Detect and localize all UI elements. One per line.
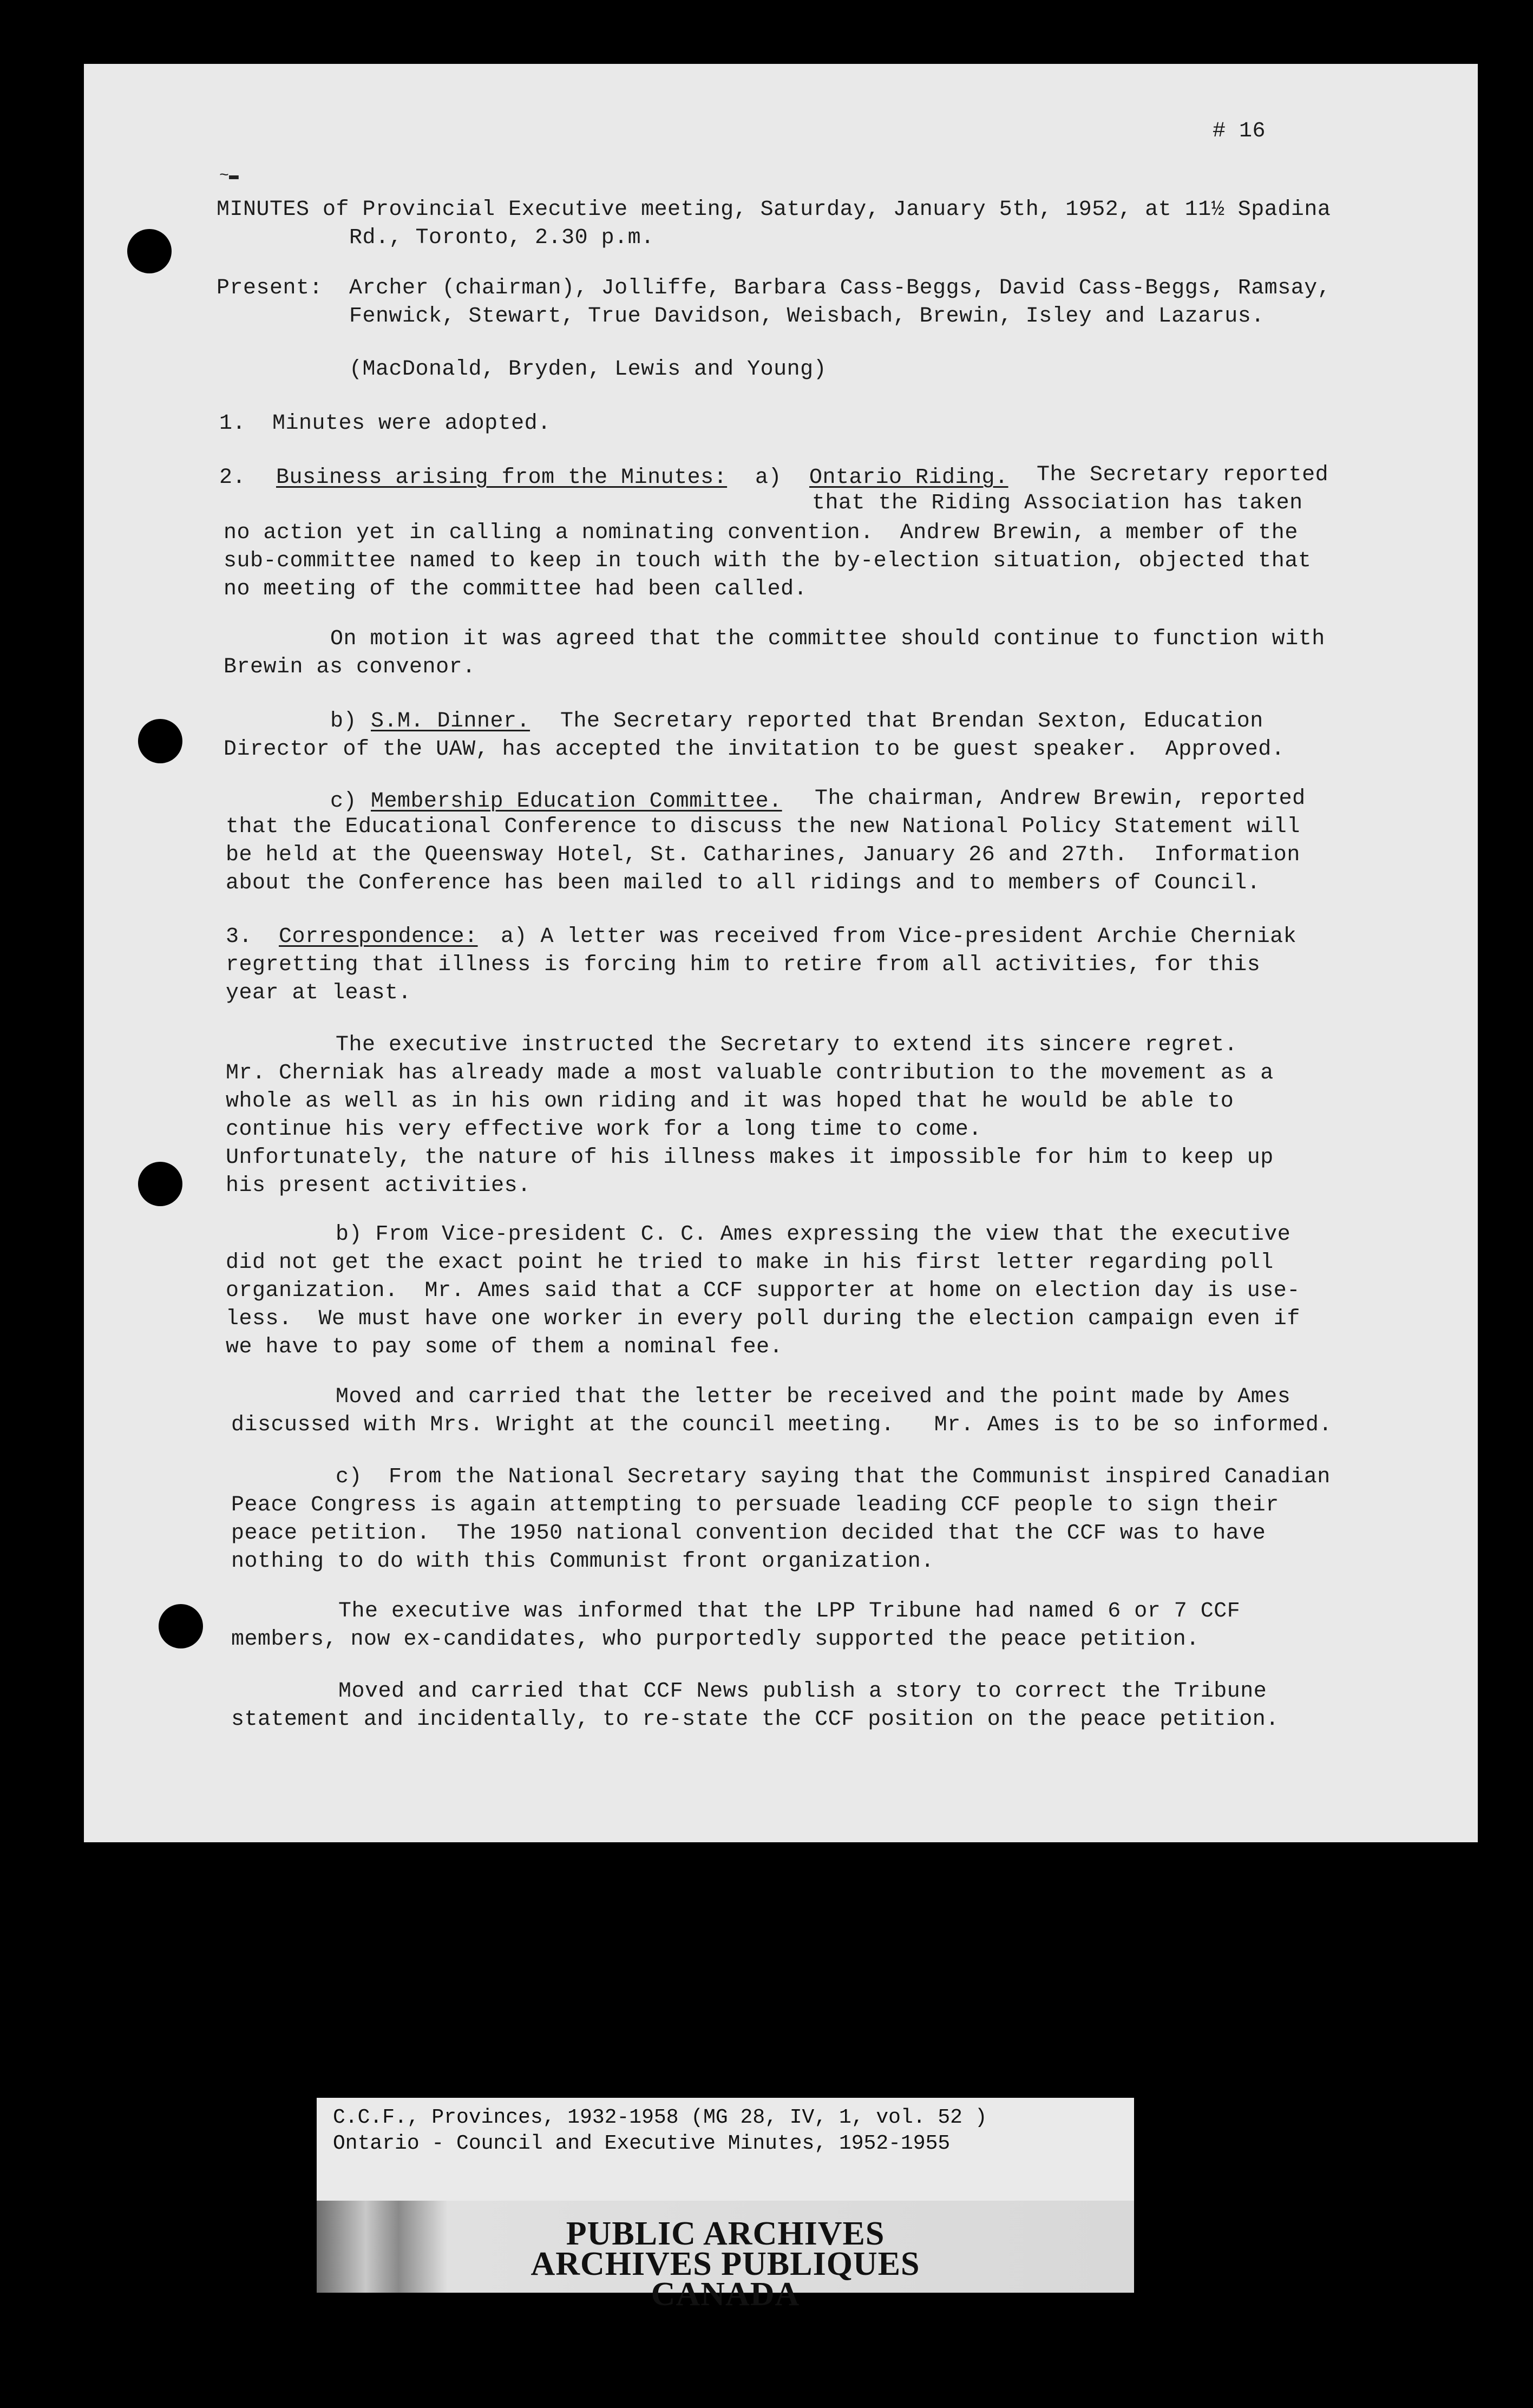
item-3-number: 3. (226, 925, 253, 949)
item-3-exec-line-2: Mr. Cherniak has already made a most valuable contribution to the movement as a (226, 1061, 1274, 1085)
title-line-1: MINUTES of Provincial Executive meeting, Saturday, January 5th, 1952, at 11½ Spadina (217, 198, 1331, 222)
item-1: 1. Minutes were adopted. (219, 411, 551, 436)
item-2-b-heading: S.M. Dinner. (371, 709, 530, 734)
item-2-a-heading: Ontario Riding. (809, 466, 1008, 490)
item-2-a-line-3: no action yet in calling a nominating convention. Andrew Brewin, a member of the (224, 521, 1298, 545)
item-3-b-motion-line-1: Moved and carried that the letter be received and the point made by Ames (336, 1385, 1291, 1409)
item-3-exec-line-1: The executive instructed the Secretary to extend its sincere regret. (336, 1033, 1238, 1057)
item-2-c-heading: Membership Education Committee. (371, 789, 782, 814)
item-2-heading: Business arising from the Minutes: (276, 466, 728, 490)
item-2-c-line-4: about the Conference has been mailed to all ridings and to members of Council. (226, 871, 1261, 895)
item-3-b-line-4: less. We must have one worker in every poll during the election campaign even if (226, 1307, 1300, 1331)
absent-line: (MacDonald, Bryden, Lewis and Young) (349, 357, 827, 382)
item-3-a-line-2: regretting that illness is forcing him to retire from all activities, for this (226, 953, 1261, 977)
item-3-c-line-1: c) From the National Secretary saying that the Communist inspired Canadian (336, 1465, 1331, 1489)
item-3-c-exec-line-2: members, now ex-candidates, who purportedly supported the peace petition. (231, 1627, 1200, 1652)
item-2-a-line-1: The Secretary reported (1037, 463, 1329, 487)
archive-label-line-1: C.C.F., Provinces, 1932-1958 (MG 28, IV, 1, vol. 52 ) (333, 2106, 987, 2129)
item-3-exec-line-3: whole as well as in his own riding and it was hoped that he would be able to (226, 1089, 1234, 1114)
item-3-c-motion-line-2: statement and incidentally, to re-state the CCF position on the peace petition. (231, 1707, 1279, 1732)
present-line-1: Archer (chairman), Jolliffe, Barbara Cass-Beggs, David Cass-Beggs, Ramsay, (349, 276, 1331, 300)
punch-hole-1 (127, 229, 172, 273)
present-label: Present: (217, 276, 323, 300)
item-3-b-motion-line-2: discussed with Mrs. Wright at the council meeting. Mr. Ames is to be so informed. (231, 1413, 1332, 1437)
item-3-c-exec-line-1: The executive was informed that the LPP Tribune had named 6 or 7 CCF (338, 1599, 1241, 1624)
item-3-a-line-3: year at least. (226, 981, 412, 1005)
punch-hole-2 (138, 719, 182, 763)
item-2-number: 2. (219, 466, 246, 490)
stamp-line-1: PUBLIC ARCHIVES (566, 2215, 885, 2252)
page-number: # 16 (1213, 119, 1266, 143)
item-2-motion-line-2: Brewin as convenor. (224, 655, 476, 679)
document-page (84, 64, 1478, 1842)
item-2-b-line-1: The Secretary reported that Brendan Sexton, Education (560, 709, 1263, 734)
item-3-c-line-4: nothing to do with this Communist front organization. (231, 1549, 934, 1574)
item-2-a-line-2: that the Riding Association has taken (812, 491, 1303, 515)
punch-hole-3 (138, 1162, 182, 1206)
item-3-b-line-2: did not get the exact point he tried to make in his first letter regarding poll (226, 1251, 1274, 1275)
item-3-c-line-2: Peace Congress is again attempting to persuade leading CCF people to sign their (231, 1493, 1279, 1517)
item-2-b-prefix: b) (330, 709, 357, 734)
item-3-a-line-1: a) A letter was received from Vice-president Archie Cherniak (501, 925, 1297, 949)
item-3-exec-line-5: Unfortunately, the nature of his illness makes it impossible for him to keep up (226, 1146, 1274, 1170)
item-3-heading: Correspondence: (279, 925, 478, 949)
present-line-2: Fenwick, Stewart, True Davidson, Weisbach, Brewin, Isley and Lazarus. (349, 304, 1265, 329)
title-line-2: Rd., Toronto, 2.30 p.m. (349, 226, 654, 250)
item-2-c-line-2: that the Educational Conference to discuss the new National Policy Statement will (226, 815, 1300, 839)
item-2-c-line-1: The chairman, Andrew Brewin, reported (815, 787, 1306, 811)
archive-label (317, 2098, 1134, 2313)
item-3-exec-line-6: his present activities. (226, 1174, 531, 1198)
item-2-a-line-4: sub-committee named to keep in touch with the by-election situation, objected that (224, 549, 1312, 573)
stamp-line-3: CANADA (651, 2276, 800, 2313)
item-2-b-line-2: Director of the UAW, has accepted the invitation to be guest speaker. Approved. (224, 737, 1285, 762)
archives-stamp (317, 2201, 1134, 2313)
item-3-b-line-5: we have to pay some of them a nominal fee. (226, 1335, 783, 1359)
item-2-sub-a: a) (755, 466, 782, 490)
item-3-c-motion-line-1: Moved and carried that CCF News publish a story to correct the Tribune (338, 1679, 1267, 1704)
item-3-b-line-1: b) From Vice-president C. C. Ames expressing the view that the executive (336, 1222, 1291, 1247)
corner-mark: ~▬ (219, 167, 239, 185)
item-3-c-line-3: peace petition. The 1950 national convention decided that the CCF was to have (231, 1521, 1266, 1546)
item-2-c-line-3: be held at the Queensway Hotel, St. Catharines, January 26 and 27th. Information (226, 843, 1300, 867)
stamp-line-2: ARCHIVES PUBLIQUES (530, 2246, 920, 2282)
archive-label-line-2: Ontario - Council and Executive Minutes, 1952-1955 (333, 2132, 951, 2155)
item-2-a-line-5: no meeting of the committee had been called. (224, 577, 808, 601)
item-2-c-prefix: c) (330, 789, 357, 814)
item-3-exec-line-4: continue his very effective work for a long time to come. (226, 1117, 982, 1142)
punch-hole-4 (159, 1604, 203, 1648)
item-3-b-line-3: organization. Mr. Ames said that a CCF supporter at home on election day is use- (226, 1279, 1300, 1303)
item-2-motion-line-1: On motion it was agreed that the committee should continue to function with (330, 627, 1325, 651)
